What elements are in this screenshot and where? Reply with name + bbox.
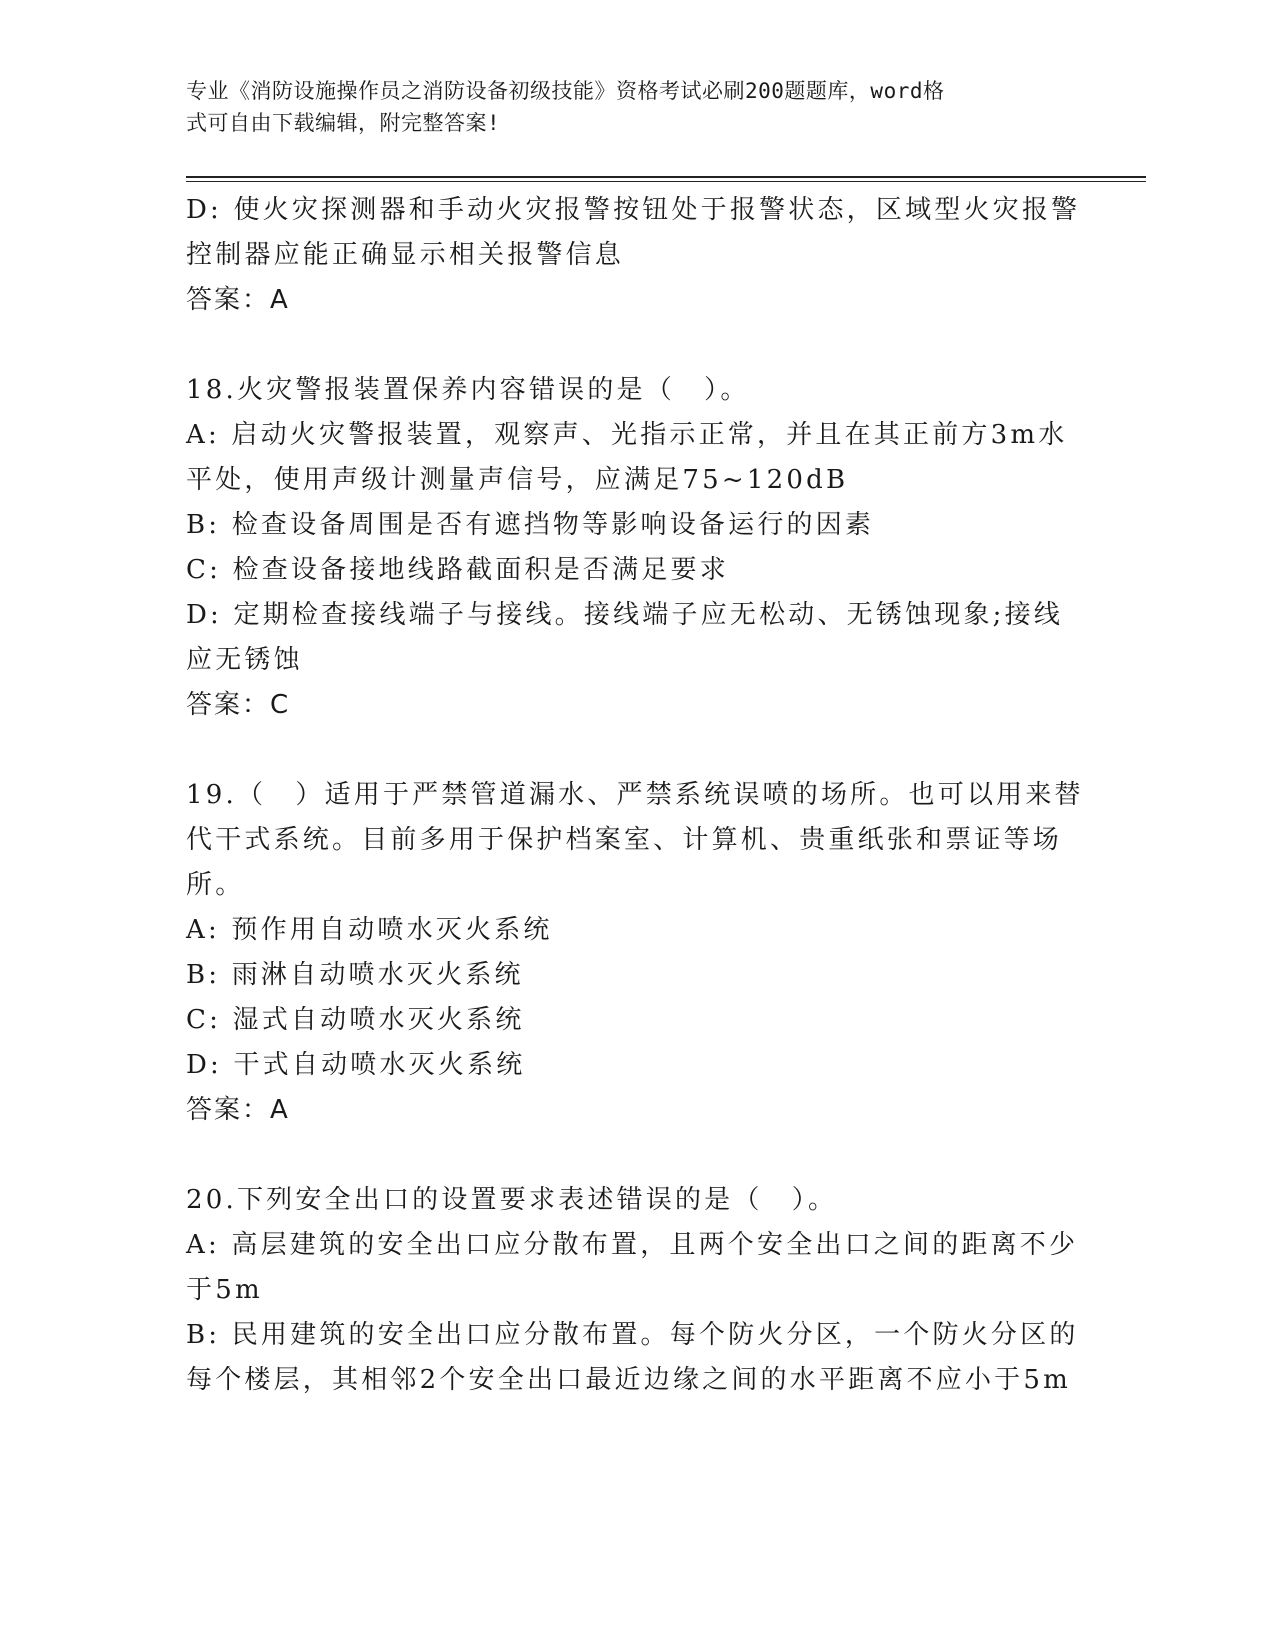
answer-line: 答案：C xyxy=(186,690,291,720)
spacer xyxy=(186,323,1086,368)
header-divider-thick xyxy=(186,176,1146,178)
option-a-line-1: A: 高层建筑的安全出口应分散布置，且两个安全出口之间的距离不少 xyxy=(186,1230,1079,1260)
option-b: B: 雨淋自动喷水灭火系统 xyxy=(186,960,524,990)
question-stem-line-1: 19.（ ）适用于严禁管道漏水、严禁系统误喷的场所。也可以用来替 xyxy=(186,780,1084,810)
option-a: A: 预作用自动喷水灭火系统 xyxy=(186,915,553,945)
option-d-line-2: 控制器应能正确显示相关报警信息 xyxy=(186,240,625,270)
spacer xyxy=(186,728,1086,773)
option-d-line-1: D: 定期检查接线端子与接线。接线端子应无松动、无锈蚀现象;接线 xyxy=(186,600,1064,630)
option-b-line-1: B: 民用建筑的安全出口应分散布置。每个防火分区，一个防火分区的 xyxy=(186,1320,1079,1350)
document-header xyxy=(186,75,1066,139)
answer-line: 答案：A xyxy=(186,1095,290,1125)
option-d: D: 干式自动喷水灭火系统 xyxy=(186,1050,526,1080)
question-19 xyxy=(186,773,1086,1133)
header-line-1: 专业《消防设施操作员之消防设备初级技能》资格考试必刷200题题库，word格 xyxy=(186,79,945,103)
question-stem: 20.下列安全出口的设置要求表述错误的是（ ）。 xyxy=(186,1185,838,1215)
spacer xyxy=(186,1133,1086,1178)
option-a-line-1: A: 启动火灾警报装置，观察声、光指示正常，并且在其正前方3m水 xyxy=(186,420,1068,450)
continued-question xyxy=(186,188,1086,323)
answer-line: 答案：A xyxy=(186,285,290,315)
option-d-line-1: D: 使火灾探测器和手动火灾报警按钮处于报警状态，区域型火灾报警 xyxy=(186,195,1081,225)
option-c: C: 湿式自动喷水灭火系统 xyxy=(186,1005,525,1035)
question-content xyxy=(186,188,1086,1403)
question-stem-line-3: 所。 xyxy=(186,870,245,900)
option-c: C: 检查设备接地线路截面积是否满足要求 xyxy=(186,555,729,585)
option-b: B: 检查设备周围是否有遮挡物等影响设备运行的因素 xyxy=(186,510,875,540)
option-d-line-2: 应无锈蚀 xyxy=(186,645,303,675)
header-line-2: 式可自由下载编辑，附完整答案! xyxy=(186,111,501,135)
option-b-line-2: 每个楼层，其相邻2个安全出口最近边缘之间的水平距离不应小于5m xyxy=(186,1365,1071,1395)
question-stem: 18.火灾警报装置保养内容错误的是（ ）。 xyxy=(186,375,750,405)
question-stem-line-2: 代干式系统。目前多用于保护档案室、计算机、贵重纸张和票证等场 xyxy=(186,825,1063,855)
question-20 xyxy=(186,1178,1086,1403)
header-divider-thin xyxy=(186,181,1146,182)
option-a-line-2: 于5m xyxy=(186,1275,263,1305)
option-a-line-2: 平处，使用声级计测量声信号，应满足75~120dB xyxy=(186,465,849,495)
question-18 xyxy=(186,368,1086,728)
